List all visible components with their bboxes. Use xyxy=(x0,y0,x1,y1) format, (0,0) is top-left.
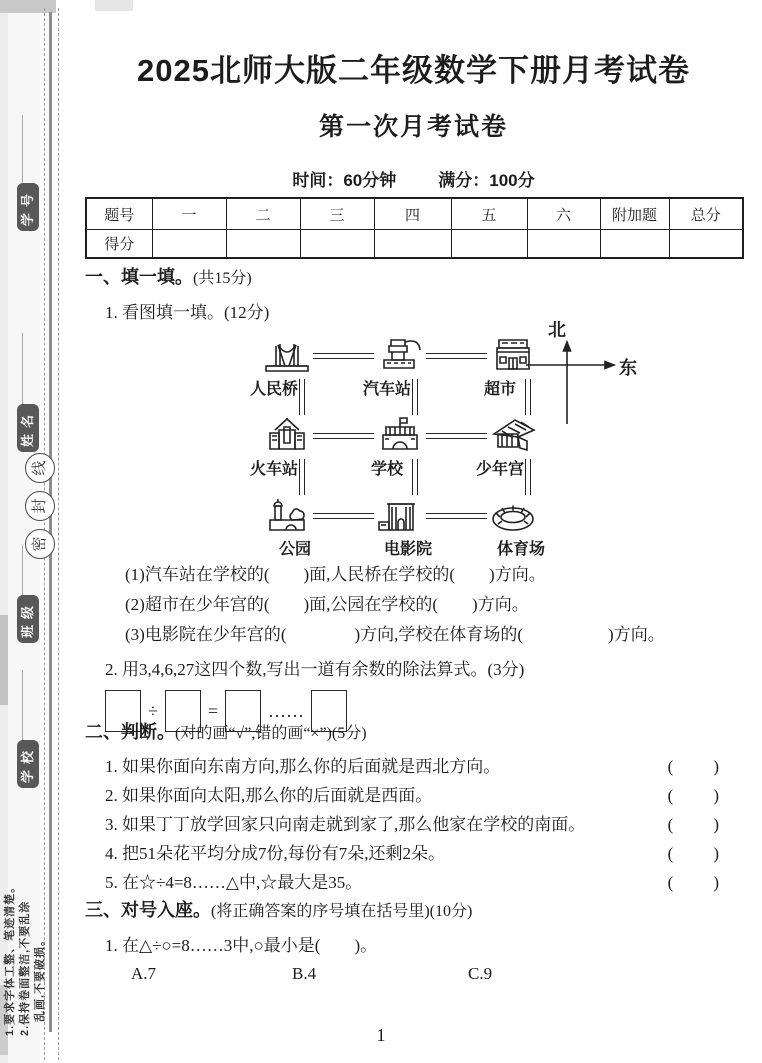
section2-heading: 二、判断。(对的画“√”,错的画“×”)(5分) xyxy=(85,722,367,742)
stadium-icon xyxy=(468,495,558,535)
option-b: B.4 xyxy=(292,964,317,983)
scan-artifact xyxy=(95,0,133,11)
score-table-header: 二 xyxy=(226,198,300,230)
score-table-header: 四 xyxy=(374,198,451,230)
compass-icon xyxy=(520,336,624,440)
scan-artifact xyxy=(0,0,56,13)
class-writing-line xyxy=(22,545,23,597)
answer-bracket: ( ) xyxy=(667,873,721,892)
equals-sign: = xyxy=(207,700,219,721)
map-label: 人民桥 xyxy=(249,381,298,398)
score-cell xyxy=(451,230,527,259)
class-badge: 班级 xyxy=(17,595,39,643)
score-cell xyxy=(527,230,600,259)
option-c: C.9 xyxy=(468,964,493,983)
seal-solid-line xyxy=(49,12,52,1032)
cinema-icon xyxy=(355,495,445,535)
score-table-header: 五 xyxy=(451,198,527,230)
score-table-header: 一 xyxy=(152,198,226,230)
map-label: 少年宫 xyxy=(475,461,524,478)
score-row-label: 得分 xyxy=(86,230,152,259)
option-a: A.7 xyxy=(131,964,157,983)
section2-points: (对的画“√”,错的画“×”)(5分) xyxy=(175,725,367,742)
question-1: 1. 看图填一填。(12分) xyxy=(105,303,270,322)
answer-bracket: ( ) xyxy=(667,757,721,776)
map-label: 体育场 xyxy=(496,541,545,558)
score-cell xyxy=(669,230,743,259)
score-table-header: 六 xyxy=(527,198,600,230)
seal-char: 密 xyxy=(25,529,55,559)
divide-sign: ÷ xyxy=(148,700,158,721)
answer-bracket: ( ) xyxy=(667,786,721,805)
full-score: 满分：100分 xyxy=(438,171,535,190)
map-label: 火车站 xyxy=(249,461,298,478)
score-cell xyxy=(152,230,226,259)
direction-map xyxy=(225,318,665,563)
question-2: 2. 用3,4,6,27这四个数,写出一道有余数的除法算式。(3分) xyxy=(105,660,525,679)
sub-question-1: (1)汽车站在学校的( )面,人民桥在学校的( )方向。 xyxy=(125,565,546,584)
choice-options xyxy=(85,964,742,984)
instruction-line: 1.要求字体工整、笔迹清楚。 xyxy=(4,880,16,1036)
section3-points: (将正确答案的序号填在括号里)(10分) xyxy=(211,903,473,920)
park-icon xyxy=(242,495,332,535)
school-writing-line xyxy=(22,670,23,742)
name-badge: 姓名 xyxy=(17,404,39,452)
answer-bracket: ( ) xyxy=(667,844,721,863)
judgment-item: 4. 把51朵花平均分成7份,每份有7朵,还剩2朵。 ( ) xyxy=(85,839,721,868)
judgment-item: 3. 如果丁丁放学回家只向南走就到家了,那么他家在学校的南面。 ( ) xyxy=(85,810,721,839)
page-number: 1 xyxy=(376,1025,386,1045)
compass-east-label: 东 xyxy=(619,358,637,378)
bus-station-icon xyxy=(355,335,445,375)
score-cell xyxy=(300,230,374,259)
score-table-header: 三 xyxy=(300,198,374,230)
section1-heading: 一、填一填。(共15分) xyxy=(85,267,252,287)
name-writing-line xyxy=(22,333,23,405)
map-label: 学校 xyxy=(370,461,403,478)
map-label: 超市 xyxy=(483,381,516,398)
score-table-header: 题号 xyxy=(86,198,152,230)
school-icon xyxy=(355,415,445,455)
score-table xyxy=(85,197,744,259)
score-table-header: 附加题 xyxy=(600,198,669,230)
student-id-writing-line xyxy=(22,115,23,187)
section1-points: (共15分) xyxy=(193,270,252,287)
compass-north-label: 北 xyxy=(548,320,566,340)
sub-question-2: (2)超市在少年宫的( )面,公园在学校的( )方向。 xyxy=(125,595,529,614)
score-cell xyxy=(374,230,451,259)
exam-subtitle: 第一次月考试卷 xyxy=(318,113,508,141)
score-cell xyxy=(600,230,669,259)
map-label: 公园 xyxy=(278,541,311,558)
map-label: 汽车站 xyxy=(362,381,411,398)
section3-question-1: 1. 在△÷○=8……3中,○最小是( )。 xyxy=(105,936,378,955)
sub-question-3: (3)电影院在少年宫的( )方向,学校在体育场的( )方向。 xyxy=(125,625,665,644)
judgment-item: 2. 如果你面向太阳,那么你的后面就是西面。 ( ) xyxy=(85,781,721,810)
school-badge: 学校 xyxy=(17,740,39,788)
section3-heading: 三、对号入座。(将正确答案的序号填在括号里)(10分) xyxy=(85,900,473,920)
map-label: 电影院 xyxy=(383,541,432,558)
instruction-line: 2.保持卷面整洁,不要乱涂 xyxy=(19,900,31,1036)
score-table-header: 总分 xyxy=(669,198,743,230)
score-cell xyxy=(226,230,300,259)
train-station-icon xyxy=(242,415,332,455)
answer-bracket: ( ) xyxy=(667,815,721,834)
scan-artifact xyxy=(0,615,8,705)
seal-char: 线 xyxy=(25,453,55,483)
judgment-item: 1. 如果你面向东南方向,那么你的后面就是西北方向。 ( ) xyxy=(85,752,721,781)
seal-dashed-line xyxy=(58,8,59,1060)
exam-instructions xyxy=(3,864,49,1036)
student-id-badge: 学号 xyxy=(17,183,39,231)
time-limit: 时间：60分钟 xyxy=(292,171,397,190)
seal-char: 封 xyxy=(25,491,55,521)
exam-title: 2025北师大版二年级数学下册月考试卷 xyxy=(137,53,690,88)
bridge-icon xyxy=(242,335,332,375)
instruction-line: 乱画,不要破损。 xyxy=(34,933,46,1022)
remainder-dots: …… xyxy=(268,700,305,721)
judgment-item: 5. 在☆÷4=8……△中,☆最大是35。 ( ) xyxy=(85,868,721,897)
